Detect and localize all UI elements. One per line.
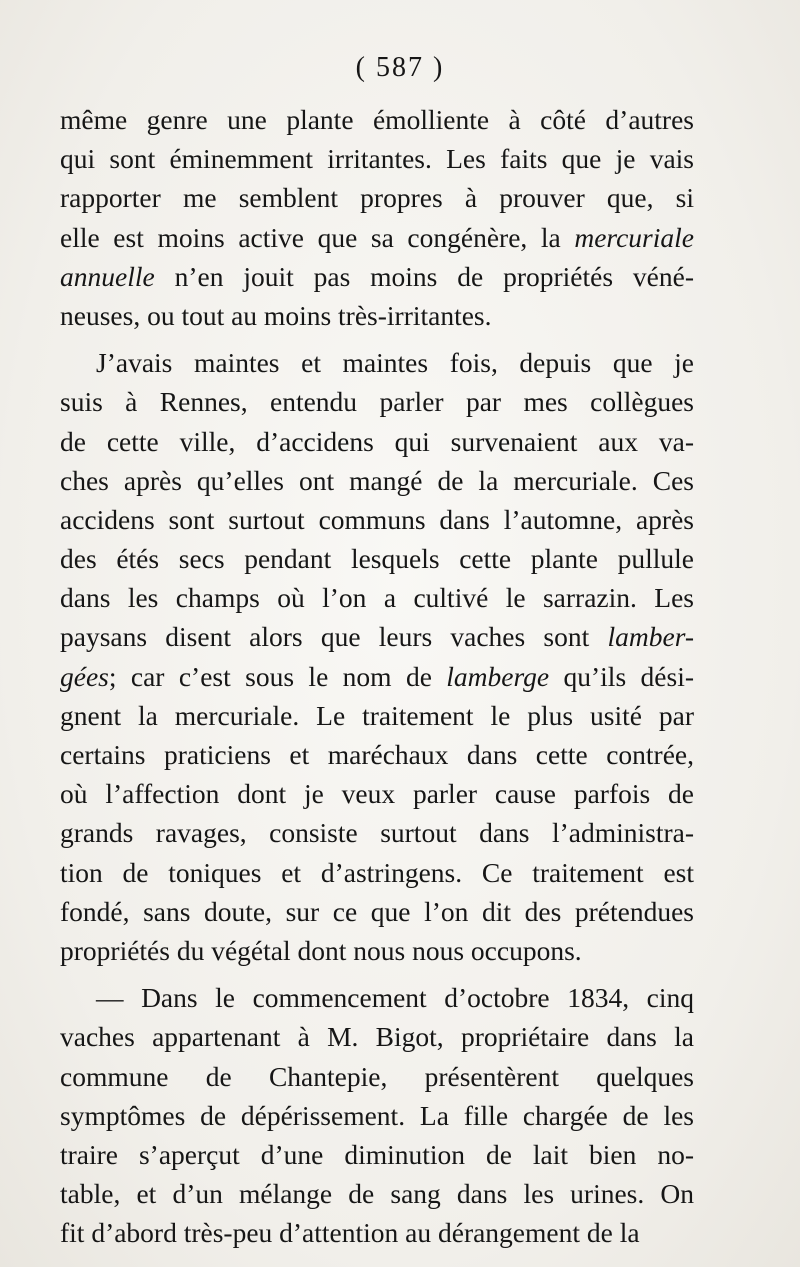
text-line: [60, 539, 694, 578]
text-line: [60, 892, 694, 931]
text-line: [60, 657, 694, 696]
text-run: de cette ville, d’accidens qui survenaient aux va-: [60, 425, 694, 457]
text-line: [60, 218, 694, 257]
text-line: [60, 617, 694, 656]
text-run: qui sont éminemment irritantes. Les faits que je vais: [60, 143, 694, 175]
text-line: [60, 100, 694, 139]
text-run: des étés secs pendant lesquels cette plante pullule: [60, 543, 694, 575]
text-run: propriétés du végétal dont nous nous occupons.: [60, 934, 582, 966]
text-run: même genre une plante émolliente à côté d’autres: [60, 104, 694, 135]
paragraph: [60, 978, 694, 1252]
text-run: tion de toniques et d’astringens. Ce traitement est: [60, 856, 694, 888]
text-line: [60, 578, 694, 617]
italic-text: gées: [60, 660, 109, 692]
text-line: [60, 1017, 694, 1056]
text-line: [60, 500, 694, 539]
text-line: [60, 139, 694, 178]
text-line: [60, 1174, 694, 1213]
paragraph: [60, 100, 694, 335]
paragraph-gap: [60, 970, 694, 978]
text-line: [60, 774, 694, 813]
text-run: ches après qu’elles ont mangé de la mercuriale. Ces: [60, 464, 694, 496]
text-line: [60, 296, 694, 335]
text-run: grands ravages, consiste surtout dans l’administra-: [60, 817, 694, 849]
text-run: traire s’aperçut d’une diminution de lait bien no-: [60, 1138, 694, 1170]
text-run: vaches appartenant à M. Bigot, propriétaire dans la: [60, 1021, 694, 1053]
text-run: dans les champs où l’on a cultivé le sarrazin. Les: [60, 582, 694, 614]
text-line: [60, 853, 694, 892]
text-line: [60, 1135, 694, 1174]
text-line: [60, 382, 694, 421]
text-run: elle est moins active que sa congénère, la: [60, 221, 575, 253]
text-line: [60, 178, 694, 217]
italic-text: mercuriale: [574, 221, 694, 253]
italic-text: lamber-: [607, 621, 694, 653]
text-line: [60, 257, 694, 296]
text-run: rapporter me semblent propres à prouver que, si: [60, 182, 694, 214]
text-run: J’avais maintes et maintes fois, depuis que je: [96, 347, 694, 379]
italic-text: annuelle: [60, 260, 155, 292]
text-run: qu’ils dési-: [549, 660, 694, 692]
text-line: [60, 1213, 694, 1252]
text-line: [60, 422, 694, 461]
paragraph-gap: [60, 335, 694, 343]
text-run: table, et d’un mélange de sang dans les urines. On: [60, 1178, 694, 1210]
text-line: [60, 1096, 694, 1135]
text-line: [60, 735, 694, 774]
text-run: neuses, ou tout au moins très-irritantes.: [60, 299, 492, 331]
text-line: [60, 343, 694, 382]
text-line: [60, 1057, 694, 1096]
text-run: où l’affection dont je veux parler cause parfois de: [60, 778, 694, 810]
text-run: certains praticiens et maréchaux dans cette contrée,: [60, 739, 694, 770]
paragraph: [60, 343, 694, 970]
text-line: [60, 696, 694, 735]
italic-text: lamberge: [446, 660, 550, 692]
text-run: accidens sont surtout communs dans l’automne, après: [60, 503, 694, 535]
text-line: [60, 813, 694, 852]
text-run: fondé, sans doute, sur ce que l’on dit des prétendues: [60, 895, 694, 927]
text-run: suis à Rennes, entendu parler par mes collègues: [60, 386, 694, 418]
text-run: fit d’abord très-peu d’attention au dérangement de la: [60, 1217, 640, 1249]
text-run: ; car c’est sous le nom de: [108, 660, 447, 692]
text-line: [60, 978, 694, 1017]
text-line: [60, 461, 694, 500]
text-line: [60, 931, 694, 970]
text-run: commune de Chantepie, présentèrent quelques: [60, 1060, 694, 1092]
text-run: symptômes de dépérissement. La fille chargée de les: [60, 1099, 694, 1131]
text-run: n’en jouit pas moins de propriétés véné-: [154, 260, 694, 292]
text-run: gnent la mercuriale. Le traitement le plus usité par: [60, 699, 694, 731]
text-run: paysans disent alors que leurs vaches sont: [60, 621, 608, 653]
text-run: — Dans le commencement d’octobre 1834, cinq: [96, 982, 694, 1014]
body-text: [60, 100, 694, 1252]
page-number: ( 587 ): [355, 52, 445, 83]
